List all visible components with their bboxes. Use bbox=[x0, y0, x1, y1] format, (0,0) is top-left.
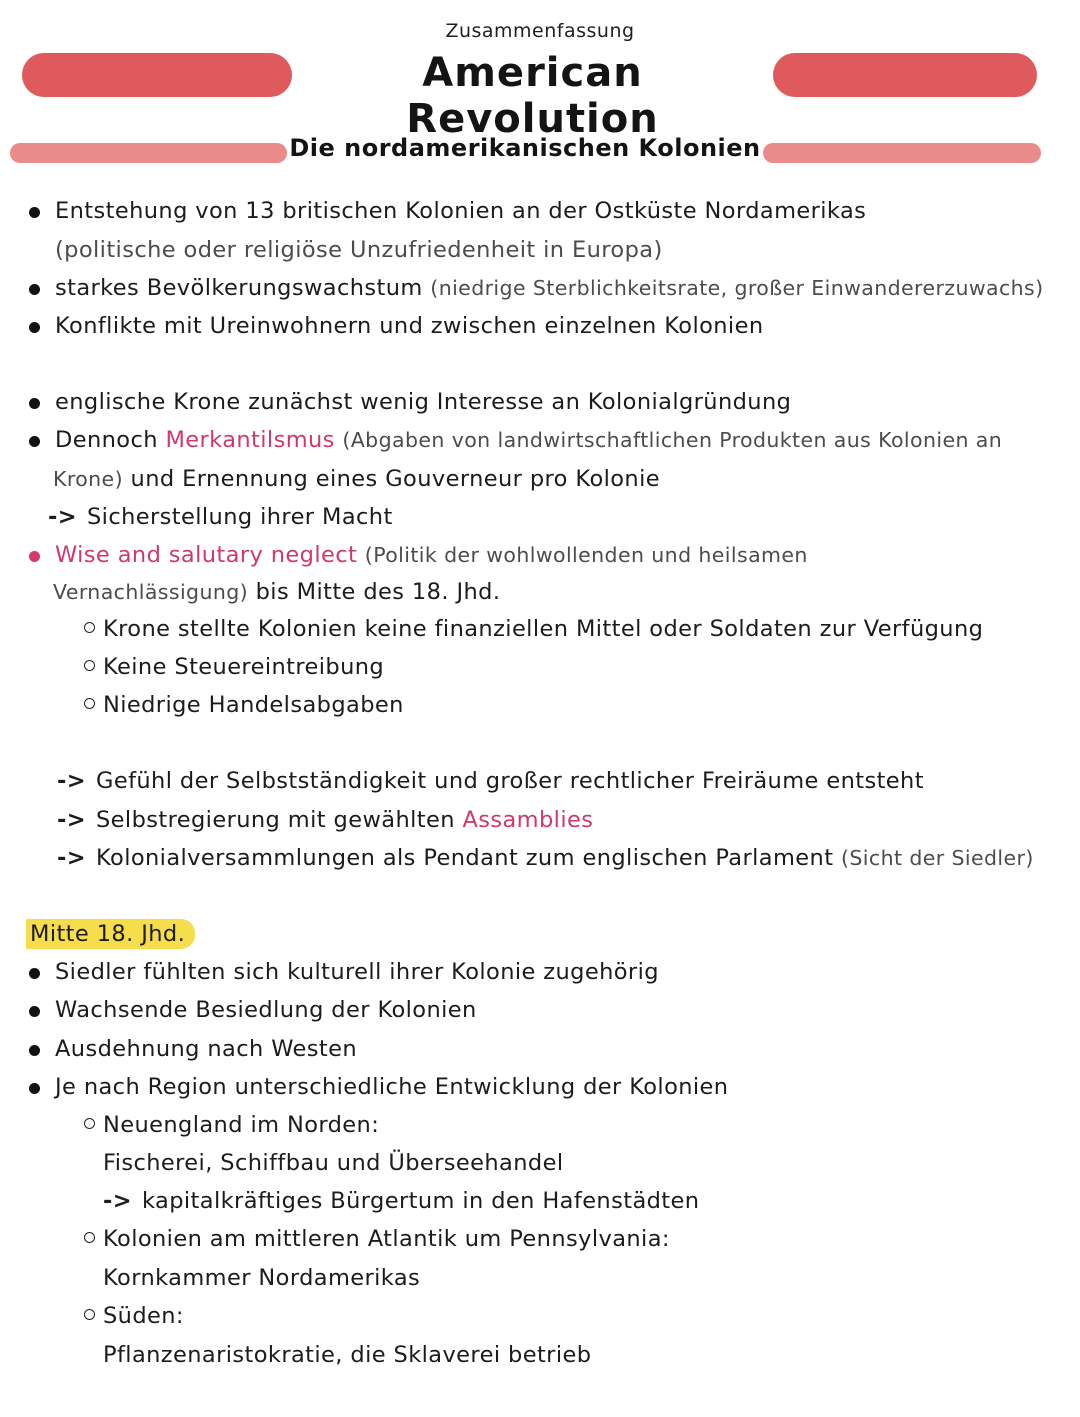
text: Kolonialversammlungen als Pendant zum englischen Parlament bbox=[96, 845, 834, 871]
text: und Ernennung eines Gouverneur pro Kolonie bbox=[130, 466, 660, 492]
note: (Politik der wohlwollenden und heilsamen bbox=[364, 543, 808, 567]
arrow-line bbox=[57, 807, 593, 833]
text: Gefühl der Selbstständigkeit und großer rechtlicher Freiräume entsteht bbox=[96, 768, 924, 794]
bullet-text: Wachsende Besiedlung der Kolonien bbox=[55, 997, 477, 1023]
bullet bbox=[29, 207, 40, 218]
arrow-icon: -> bbox=[57, 845, 86, 871]
bullet-text: Siedler fühlten sich kulturell ihrer Kolonie zugehörig bbox=[55, 959, 659, 985]
bullet bbox=[29, 398, 40, 409]
bullet bbox=[29, 551, 40, 562]
bullet-continuation bbox=[53, 466, 660, 492]
bullet-text bbox=[55, 542, 808, 568]
arrow-line bbox=[103, 1188, 699, 1214]
sub-bullet bbox=[84, 1118, 95, 1129]
bullet-text: Entstehung von 13 britischen Kolonien an der Ostküste Nordamerikas bbox=[55, 198, 867, 224]
text: Sicherstellung ihrer Macht bbox=[87, 504, 393, 530]
text: kapitalkräftiges Bürgertum in den Hafenstädten bbox=[142, 1188, 700, 1214]
note: Vernachlässigung) bbox=[53, 580, 249, 604]
sub-bullet-title: Neuengland im Norden: bbox=[103, 1112, 380, 1138]
highlighted-heading: Mitte 18. Jhd. bbox=[26, 919, 195, 949]
note: (niedrige Sterblichkeitsrate, großer Einwandererzuwachs) bbox=[430, 276, 1044, 300]
arrow-icon: -> bbox=[57, 807, 86, 833]
bullet-note: (politische oder religiöse Unzufriedenheit in Europa) bbox=[55, 237, 663, 263]
term: starkes Bevölkerungswachstum bbox=[55, 275, 423, 301]
subtitle-banner-right bbox=[763, 143, 1041, 163]
bullet bbox=[29, 968, 40, 979]
sub-bullet bbox=[84, 1232, 95, 1243]
subtitle-banner-left bbox=[10, 143, 287, 163]
arrow-line bbox=[57, 768, 924, 794]
sub-bullet bbox=[84, 698, 95, 709]
arrow-icon: -> bbox=[103, 1188, 132, 1214]
sub-bullet bbox=[84, 622, 95, 633]
sub-bullet-title: Kolonien am mittleren Atlantik um Pennsylvania: bbox=[103, 1226, 670, 1252]
sub-bullet-text: Keine Steuereintreibung bbox=[103, 654, 385, 680]
arrow-line bbox=[48, 504, 393, 530]
note: (Abgaben von landwirtschaftlichen Produkten aus Kolonien an bbox=[342, 428, 1003, 452]
arrow-line bbox=[57, 845, 1034, 871]
term-assamblies: Assamblies bbox=[462, 807, 594, 833]
sub-bullet-text: Fischerei, Schiffbau und Überseehandel bbox=[103, 1150, 564, 1176]
sub-bullet-text: Krone stellte Kolonien keine finanziellen Mittel oder Soldaten zur Verfügung bbox=[103, 616, 984, 642]
term-merkantilismus: Merkantilsmus bbox=[165, 427, 335, 453]
bullet bbox=[29, 1006, 40, 1017]
title-banner-right bbox=[773, 53, 1037, 97]
section-heading bbox=[26, 921, 195, 947]
bullet-text: englische Krone zunächst wenig Interesse an Kolonialgründung bbox=[55, 389, 792, 415]
text: Selbstregierung mit gewählten bbox=[96, 807, 455, 833]
bullet-text: Je nach Region unterschiedliche Entwicklung der Kolonien bbox=[55, 1074, 729, 1100]
bullet bbox=[29, 1045, 40, 1056]
bullet-text: Konflikte mit Ureinwohnern und zwischen einzelnen Kolonien bbox=[55, 313, 764, 339]
sub-bullet bbox=[84, 660, 95, 671]
bullet bbox=[29, 436, 40, 447]
text: Dennoch bbox=[55, 427, 158, 453]
sub-bullet bbox=[84, 1309, 95, 1320]
bullet-text: Ausdehnung nach Westen bbox=[55, 1036, 358, 1062]
sub-bullet-text: Kornkammer Nordamerikas bbox=[103, 1265, 421, 1291]
term-neglect: Wise and salutary neglect bbox=[55, 542, 358, 568]
page-title: American Revolution bbox=[406, 50, 659, 142]
text: bis Mitte des 18. Jhd. bbox=[255, 579, 501, 605]
arrow-icon: -> bbox=[57, 768, 86, 794]
section-subtitle: Die nordamerikanischen Kolonien bbox=[289, 134, 761, 162]
note: Krone) bbox=[53, 467, 123, 491]
kicker: Zusammenfassung bbox=[445, 20, 635, 42]
note: (Sicht der Siedler) bbox=[841, 846, 1034, 870]
sub-bullet-title: Süden: bbox=[103, 1303, 184, 1329]
bullet-text bbox=[55, 275, 1044, 301]
title-banner-left bbox=[22, 53, 292, 97]
bullet bbox=[29, 1083, 40, 1094]
bullet bbox=[29, 322, 40, 333]
bullet bbox=[29, 284, 40, 295]
bullet-continuation bbox=[53, 579, 500, 605]
sub-bullet-text: Niedrige Handelsabgaben bbox=[103, 692, 404, 718]
sub-bullet-text: Pflanzenaristokratie, die Sklaverei betrieb bbox=[103, 1342, 592, 1368]
arrow-icon: -> bbox=[48, 504, 77, 530]
bullet-text bbox=[55, 427, 1002, 453]
